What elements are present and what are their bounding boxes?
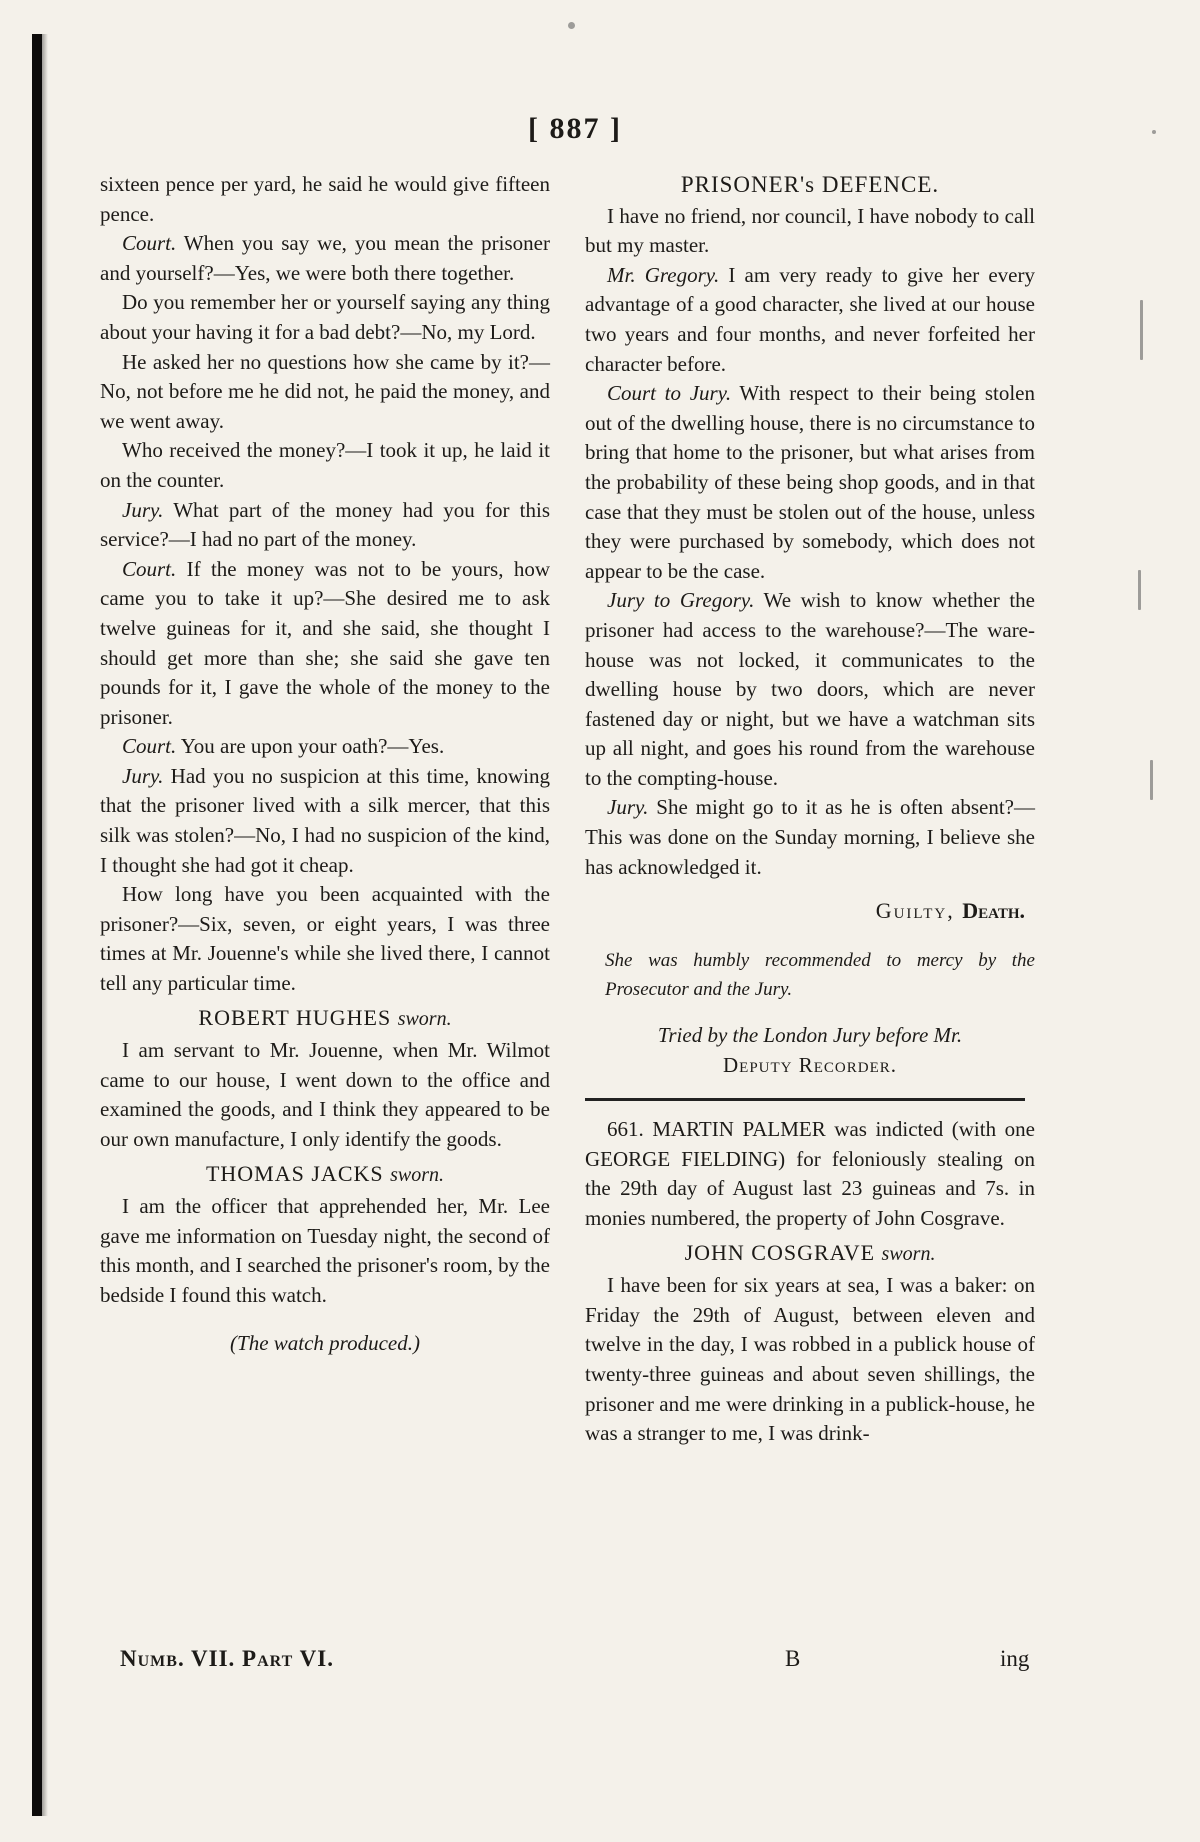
witness-name: THOMAS JACKS (205, 1160, 384, 1186)
verdict (585, 896, 1025, 926)
sworn-label: sworn. (397, 1007, 452, 1030)
witness-heading (100, 1159, 550, 1191)
speaker-label: Court. (122, 556, 177, 581)
paragraph (100, 732, 550, 762)
paragraph-text: I am very ready to give her every advantage of a good character, she lived at our house two years and four months, and never forfeited her character before. (585, 262, 1035, 376)
left-column (100, 170, 550, 1358)
speaker-label: Court. (122, 734, 177, 759)
page-number: [ 887 ] (528, 112, 622, 145)
paragraph (585, 793, 1035, 882)
paragraph: How long have you been acquainted with the prisoner?—Six, seven, or eight years, I was three times at Mr. Jouenne's while she lived there, I cannot tell any particular time. (100, 882, 550, 996)
footer-signature-mark: B (785, 1646, 801, 1671)
witness-name: ROBERT HUGHES (198, 1004, 392, 1030)
sworn-label: sworn. (881, 1242, 936, 1265)
paragraph (585, 261, 1035, 379)
speaker-label: Court to Jury. (607, 381, 732, 406)
witness-heading (585, 1238, 1035, 1270)
paragraph (100, 762, 550, 880)
paragraph-text: We wish to know whether the prisoner had access to the warehouse?—The ware-house was not locked, it communicates to the dwelling house by two doors, which are never fastened day or night, but we have a watchman sits up all night, and goes his round from the warehouse to the compting-house. (585, 588, 1035, 790)
paragraph-text: You are upon your oath?—Yes. (176, 734, 445, 759)
trial-note-officer: Deputy Recorder. (722, 1052, 897, 1077)
paragraph-text: She might go to it as he is often absent?—This was done on the Sunday morning, I believe she has acknowledged it. (585, 795, 1035, 879)
speaker-label: Court. (122, 231, 177, 256)
case-indictment: 661. MARTIN PALMER was indicted (with one GEORGE FIELDING) for feloniously stealing on the 29th day of August last 23 guineas and 7s. in monies numbered, the property of John Cosgrave. (585, 1117, 1035, 1230)
speaker-label: Jury. (607, 795, 649, 820)
punishment-label: Death. (962, 898, 1025, 924)
ink-speck (1140, 300, 1143, 360)
paragraph-text: When you say we, you mean the prisoner and yourself?—Yes, we were both there together. (100, 231, 550, 285)
sworn-label: sworn. (390, 1163, 445, 1186)
witness-heading (100, 1003, 550, 1035)
section-divider (585, 1098, 1025, 1101)
spine-shadow (42, 34, 48, 1816)
paragraph: He asked her no questions how she came by it?—No, not before me he did not, he paid the money, and we went away. (100, 349, 550, 433)
ink-speck (1152, 130, 1156, 134)
ink-speck (1150, 760, 1153, 800)
paragraph: Who received the money?—I took it up, he laid it on the counter. (100, 438, 550, 492)
paragraph: I have no friend, nor council, I have nobody to call but my master. (585, 203, 1035, 258)
paragraph: Do you remember her or yourself saying any thing about your having it for a bad debt?—No, my Lord. (100, 290, 550, 344)
paragraph-text: Had you no suspicion at this time, knowing that the prisoner lived with a silk mercer, that this silk was stolen?—No, I had no suspicion of the kind, I thought she had got it cheap. (100, 763, 550, 877)
ink-speck (1138, 570, 1141, 610)
verdict-label: Guilty, (875, 898, 955, 924)
paragraph: sixteen pence per yard, he said he would give fifteen pence. (100, 172, 550, 226)
footer-catchword: ing (1000, 1646, 1030, 1671)
paragraph (585, 586, 1035, 793)
footer-number-part: Numb. VII. Part VI. (120, 1646, 334, 1671)
paragraph (100, 496, 550, 555)
speaker-label: Jury to Gregory. (607, 588, 755, 613)
recommendation-note: She was humbly recommended to mercy by the Prosecutor and the Jury. (605, 949, 1035, 1001)
right-column (585, 170, 1035, 1449)
stage-note: (The watch produced.) (230, 1330, 420, 1355)
speaker-label: Jury. (122, 497, 164, 522)
speaker-label: Jury. (122, 763, 164, 788)
paragraph (100, 229, 550, 288)
book-spine-edge (32, 34, 42, 1816)
paragraph (100, 555, 550, 733)
section-heading: PRISONER's DEFENCE. (680, 172, 940, 197)
trial-note: Tried by the London Jury before Mr. (657, 1023, 963, 1048)
paragraph-text: What part of the money had you for this service?—I had no part of the money. (100, 497, 550, 552)
witness-name: JOHN COSGRAVE (684, 1239, 876, 1265)
paragraph (585, 379, 1035, 586)
paragraph-text: If the money was not to be yours, how came you to take it up?—She desired me to ask twelve guineas for it, and she said, she thought I should get more than she; she said she gave ten pounds for it, I gave the whole of the money to the prisoner. (100, 556, 550, 729)
paragraph: I am servant to Mr. Jouenne, when Mr. Wilmot came to our house, I went down to the office and examined the goods, and I think they appeared to be our own manufacture, I only identify the goods. (100, 1038, 550, 1151)
speaker-label: Mr. Gregory. (607, 262, 720, 287)
paragraph-text: With respect to their being stolen out of the dwelling house, there is no circumstance to bring that home to the prisoner, but what arises from the probability of these being shop goods, and in that case that they must be stolen out of the house, unless they were purchased by somebody, which does not appear to be the case. (585, 381, 1035, 583)
paragraph: I have been for six years at sea, I was a baker: on Friday the 29th of August, between eleven and twelve in the day, I was robbed in a publick house of twenty-three guineas and about seven shillings, the prisoner and me were drinking in a publick-house, he was a stranger to me, I was drink- (585, 1273, 1035, 1446)
ink-speck (568, 22, 575, 29)
paragraph: I am the officer that apprehended her, Mr. Lee gave me information on Tuesday night, the second of this month, and I searched the prisoner's room, by the bedside I found this watch. (100, 1194, 550, 1307)
